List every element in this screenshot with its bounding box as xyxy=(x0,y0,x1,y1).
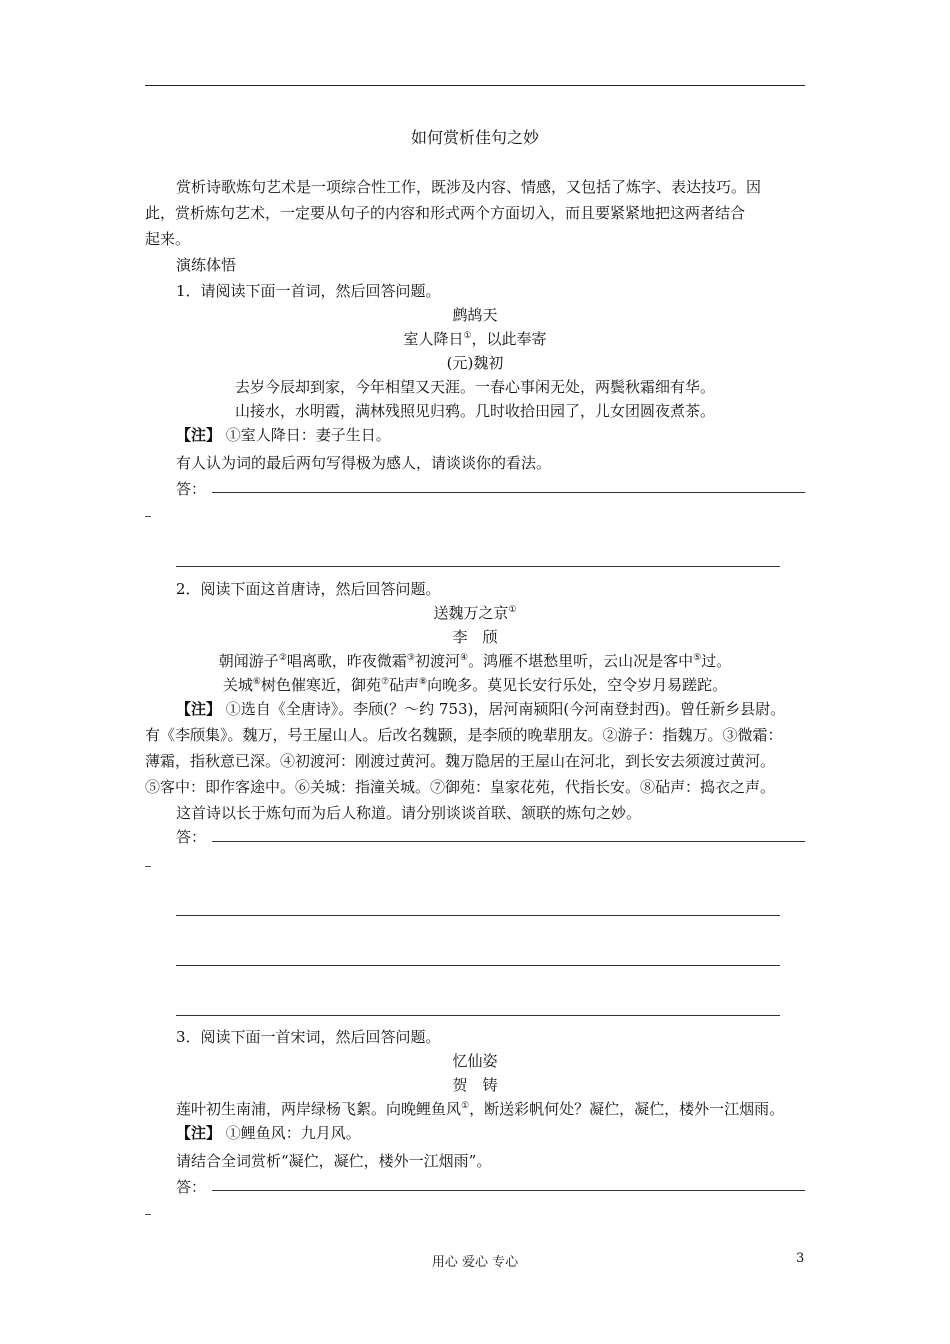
q2-l1-d: 。鸿雁不堪愁里听，云山况是客中 xyxy=(468,652,694,670)
q1-subtitle-tail: ，以此奉寄 xyxy=(471,330,547,348)
q1-answer-label: 答： xyxy=(176,480,207,498)
footer-motto: 用心 爱心 专心 xyxy=(431,1255,519,1270)
q2-answer-label: 答： xyxy=(176,828,207,846)
q1-subtitle-main: 室人降日 xyxy=(403,330,464,348)
q2-l2-m3: ⑧ xyxy=(419,677,428,687)
q2-l2-b: 树色催寒近，御苑 xyxy=(260,676,381,694)
q2-l2-m1: ⑥ xyxy=(252,677,261,687)
q1-answer-dash xyxy=(145,516,151,517)
q3-poem-author: 贺 铸 xyxy=(452,1076,498,1094)
intro-line-3: 起来。 xyxy=(145,230,191,248)
q2-l1-a: 朝闻游子 xyxy=(218,652,279,670)
q2-prompt: 2．阅读下面这首唐诗，然后回答问题。 xyxy=(176,580,441,598)
page-title: 如何赏析佳句之妙 xyxy=(410,128,539,147)
q2-answer-line-1[interactable] xyxy=(212,841,805,842)
q2-l1-m1: ② xyxy=(278,653,287,663)
q2-note-label: 【注】 xyxy=(176,700,222,718)
q2-l2-m2: ⑦ xyxy=(380,677,390,687)
q1-subtitle-mark: ① xyxy=(463,331,472,341)
q2-poem-line-1 xyxy=(0,650,950,671)
q1-poem-line-1: 去岁今辰却到家，今年相望又天涯。一春心事闲无处，两鬓秋霜细有华。 xyxy=(234,378,715,396)
q3-note-text: ①鲤鱼风：九月风。 xyxy=(225,1124,361,1142)
q1-question: 有人认为词的最后两句写得极为感人，请谈谈你的看法。 xyxy=(176,454,552,472)
q2-l1-b: 唱离歌，昨夜微霜 xyxy=(286,652,407,670)
q1-poem-subtitle xyxy=(0,328,950,349)
q2-l1-m2: ③ xyxy=(406,653,415,663)
intro-line-2: 此，赏析炼句艺术，一定要从句子的内容和形式两个方面切入，而且要紧紧地把这两者结合 xyxy=(145,204,746,222)
q2-note-3: 薄霜，指秋意已深。④初渡河：刚渡过黄河。魏万隐居的王屋山在河北，到长安去须渡过黄河。 xyxy=(145,752,776,770)
q1-poem-title: 鹧鸪天 xyxy=(452,306,498,324)
q2-answer-line-4[interactable] xyxy=(176,1015,780,1016)
q2-poem-author: 李 颀 xyxy=(452,628,498,646)
intro-line-1: 赏析诗歌炼句艺术是一项综合性工作，既涉及内容、情感，又包括了炼字、表达技巧。因 xyxy=(176,178,762,196)
q1-prompt: 1．请阅读下面一首词，然后回答问题。 xyxy=(176,282,441,300)
q2-l1-m4: ⑤ xyxy=(693,653,702,663)
q3-answer-dash xyxy=(145,1214,151,1215)
q1-poem-author: (元)魏初 xyxy=(446,354,504,372)
q1-answer-line-2[interactable] xyxy=(176,566,780,567)
q1-note xyxy=(176,424,391,445)
q2-title-text: 送魏万之京 xyxy=(433,604,509,622)
section-title: 演练体悟 xyxy=(176,256,237,274)
header-rule xyxy=(145,85,805,86)
q3-prompt: 3．阅读下面一首宋词，然后回答问题。 xyxy=(176,1028,441,1046)
q2-poem-line-2 xyxy=(0,674,950,695)
q1-answer-line-1[interactable] xyxy=(212,492,805,493)
q3-answer-label: 答： xyxy=(176,1178,207,1196)
q2-note-text-1: ①选自《全唐诗》。李颀(？～约 753)，居河南颍阳(今河南登封西)。曾任新乡县尉。 xyxy=(225,700,786,718)
page-number: 3 xyxy=(796,1251,805,1266)
q2-l1-m3: ④ xyxy=(460,653,469,663)
q3-line-mark: ① xyxy=(461,1101,470,1111)
q3-poem-line xyxy=(176,1098,784,1119)
q3-line-a: 莲叶初生南浦，两岸绿杨飞絮。向晚鲤鱼风 xyxy=(176,1100,462,1118)
q2-l1-c: 初渡河 xyxy=(414,652,460,670)
q2-l2-a: 关城 xyxy=(222,676,253,694)
q2-poem-title xyxy=(0,602,950,623)
q2-l2-d: 向晚多。莫见长安行乐处，空令岁月易蹉跎。 xyxy=(427,676,728,694)
q2-title-mark: ① xyxy=(508,605,517,615)
q2-note-4: ⑤客中：即作客途中。⑥关城：指潼关城。⑦御苑：皇家花苑，代指长安。⑧砧声：捣衣之声。 xyxy=(145,778,776,796)
q2-l2-c: 砧声 xyxy=(389,676,420,694)
q3-line-b: ，断送彩帆何处？凝伫，凝伫，楼外一江烟雨。 xyxy=(469,1100,785,1118)
q2-question: 这首诗以长于炼句而为后人称道。请分别谈谈首联、颔联的炼句之妙。 xyxy=(176,804,642,822)
q3-poem-title: 忆仙姿 xyxy=(452,1052,498,1070)
q1-note-text: ①室人降日：妻子生日。 xyxy=(225,426,391,444)
q3-note xyxy=(176,1122,361,1143)
q2-answer-dash xyxy=(145,866,151,867)
q3-question: 请结合全词赏析“凝伫，凝伫，楼外一江烟雨”。 xyxy=(176,1152,492,1170)
q2-answer-line-2[interactable] xyxy=(176,915,780,916)
q2-l1-e: 过。 xyxy=(701,652,732,670)
q3-note-label: 【注】 xyxy=(176,1124,222,1142)
q1-poem-line-2: 山接水，水明霞，满林残照见归鸦。几时收拾田园了，儿女团圆夜煮茶。 xyxy=(234,402,715,420)
q2-answer-line-3[interactable] xyxy=(176,965,780,966)
q2-note-1 xyxy=(176,698,785,719)
q1-note-label: 【注】 xyxy=(176,426,222,444)
q3-answer-line-1[interactable] xyxy=(212,1190,805,1191)
q2-note-2: 有《李颀集》。魏万，号王屋山人。后改名魏颢，是李颀的晚辈朋友。②游子：指魏万。③微霜： xyxy=(145,726,783,744)
